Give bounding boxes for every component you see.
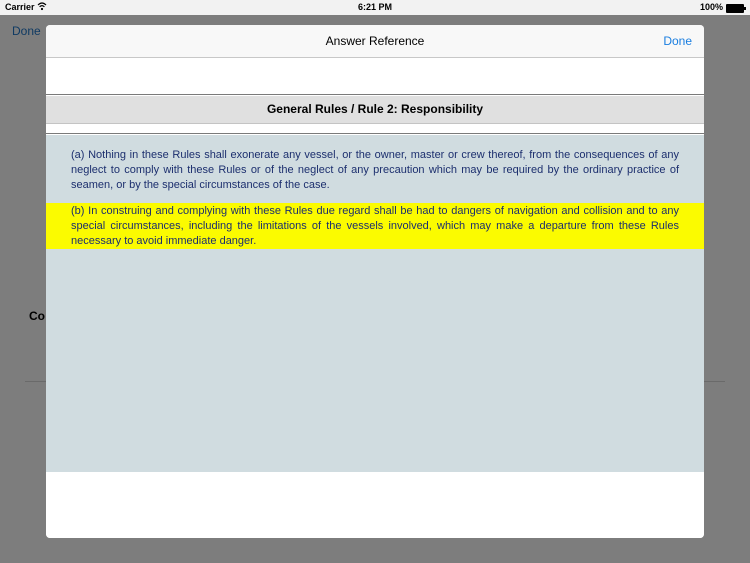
- rule-paragraph-a: (a) Nothing in these Rules shall exonerate any vessel, or the owner, master or crew thereof, from the consequences of any neglect to comply with these Rules or of the neglect of any precaution which may be required by the ordinary practice of seamen, or by the special circumstances of the case.: [71, 149, 679, 191]
- answer-reference-modal: [46, 25, 704, 538]
- carrier-label: Carrier: [5, 2, 35, 12]
- rule-paragraph-b-highlighted: (b) In construing and complying with these Rules due regard shall be had to dangers of navigation and collision and to any special circumstances, including the limitations of the vessels involved, which may make a departure from these Rules necessary to avoid immediate danger.: [46, 203, 704, 249]
- empty-row: [46, 58, 704, 95]
- modal-footer: [46, 472, 704, 538]
- battery-icon: [726, 4, 744, 13]
- section-divider: [46, 124, 704, 134]
- rule-content[interactable]: [46, 135, 704, 472]
- battery-percent: 100%: [699, 2, 723, 12]
- section-header: [46, 96, 704, 124]
- background-label: Co: [29, 309, 45, 323]
- section-title: General Rules / Rule 2: Responsibility: [266, 102, 484, 116]
- status-bar: [0, 0, 750, 15]
- done-button[interactable]: Done: [663, 34, 692, 48]
- status-time: 6:21 PM: [357, 2, 392, 12]
- background-done-button: Done: [12, 24, 41, 38]
- modal-title: Answer Reference: [325, 34, 425, 48]
- modal-header: [46, 25, 704, 58]
